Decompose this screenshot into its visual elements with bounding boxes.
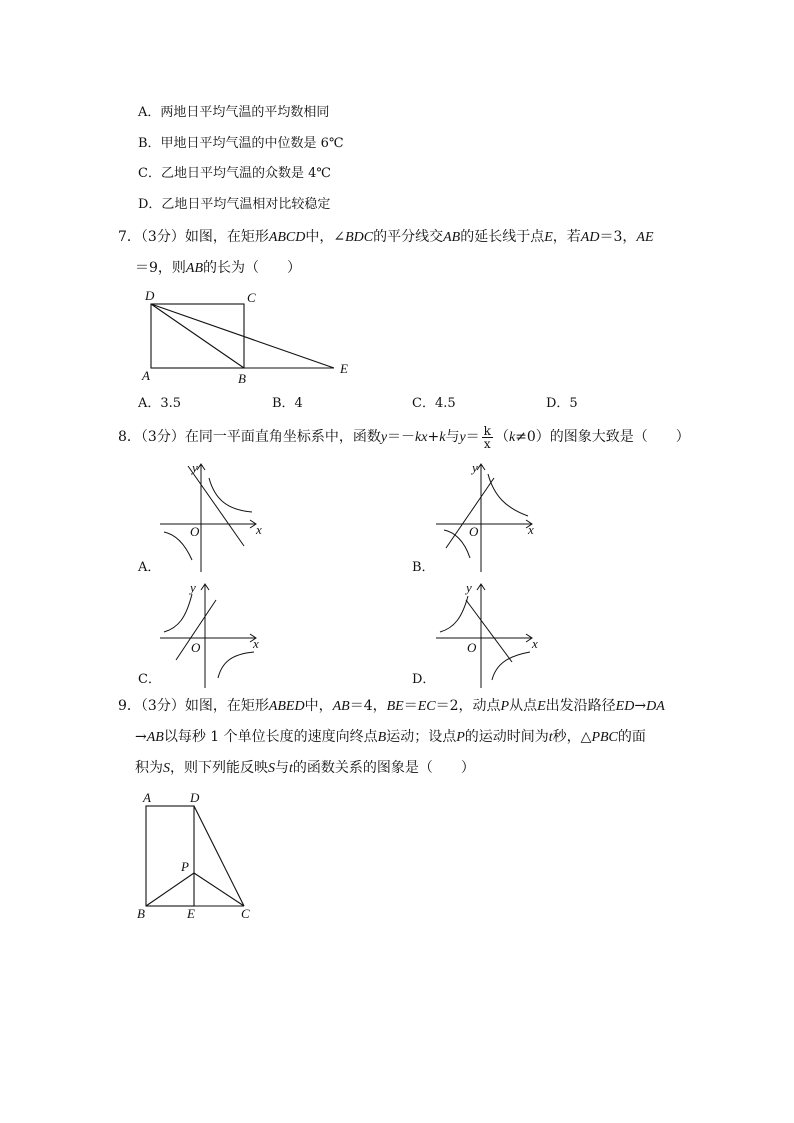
q9-stem-line2: →AB以每秒 1 个单位长度的速度向终点B运动；设点P的运动时间为t秒，△PBC的面 <box>135 729 646 745</box>
q9-stem-line1: 9．（3分）如图，在矩形ABED中，AB＝4，BE＝EC＝2，动点P从点E出发沿路径ED→DA <box>118 698 665 714</box>
q7-label-a: A <box>142 368 150 383</box>
q9-label-p: P <box>181 859 189 874</box>
q8d-origin: O <box>467 640 477 655</box>
q8c-x-label: x <box>253 636 259 651</box>
q7-label-b: B <box>238 371 246 386</box>
q8-fraction: $\frac{k}{x}$ <box>483 423 491 451</box>
q8d-x-label: x <box>532 636 538 651</box>
q8a-origin: O <box>190 524 200 539</box>
q8a-x-label: x <box>256 522 262 537</box>
q9-label-e: E <box>187 906 195 921</box>
q8b-y-label: y <box>472 460 478 475</box>
q8b-x-label: x <box>528 522 534 537</box>
q7-option-d: D．5 <box>546 396 578 411</box>
q7-label-c: C <box>247 290 256 305</box>
q7-stem-line2: ＝9，则AB的长为（ ） <box>135 260 302 276</box>
q8-option-c: C． <box>138 672 161 687</box>
q8-option-b: B． <box>412 560 435 575</box>
q9-label-d: D <box>190 790 200 805</box>
q9-label-c: C <box>241 906 250 921</box>
q8d-y-label: y <box>466 580 472 595</box>
q8b-origin: O <box>469 524 479 539</box>
q7-option-a: A．3.5 <box>138 396 182 411</box>
q8-stem: 8．（3分）在同一平面直角坐标系中，函数y＝－kx+k与y＝ $\frac{k}{x}$ （k≠0）的图象大致是（ ） <box>118 423 690 451</box>
q9-stem-line3: 积为S，则下列能反映S与t的函数关系的图象是（ ） <box>135 760 475 776</box>
q8-option-d: D． <box>412 672 436 687</box>
q8c-origin: O <box>191 640 201 655</box>
q8-option-a: A． <box>138 560 161 575</box>
q7-option-c: C．4.5 <box>412 396 456 411</box>
q7-label-e: E <box>340 361 348 376</box>
q9-label-b: B <box>137 906 145 921</box>
q6-option-b: B．甲地日平均气温的中位数是 6℃ <box>138 136 344 151</box>
q7-option-b: B．4 <box>272 396 303 411</box>
q9-label-a: A <box>143 790 151 805</box>
q7-label-d: D <box>145 288 155 303</box>
q8a-y-label: y <box>192 460 198 475</box>
q6-option-d: D．乙地日平均气温相对比较稳定 <box>138 197 331 212</box>
q6-option-c: C．乙地日平均气温的众数是 4℃ <box>138 166 331 181</box>
q7-stem-line1: 7．（3分）如图，在矩形ABCD中，∠BDC的平分线交AB的延长线于点E，若AD＝3，AE <box>118 229 654 245</box>
q8c-y-label: y <box>190 580 196 595</box>
q6-option-a: A．两地日平均气温的平均数相同 <box>138 105 330 120</box>
